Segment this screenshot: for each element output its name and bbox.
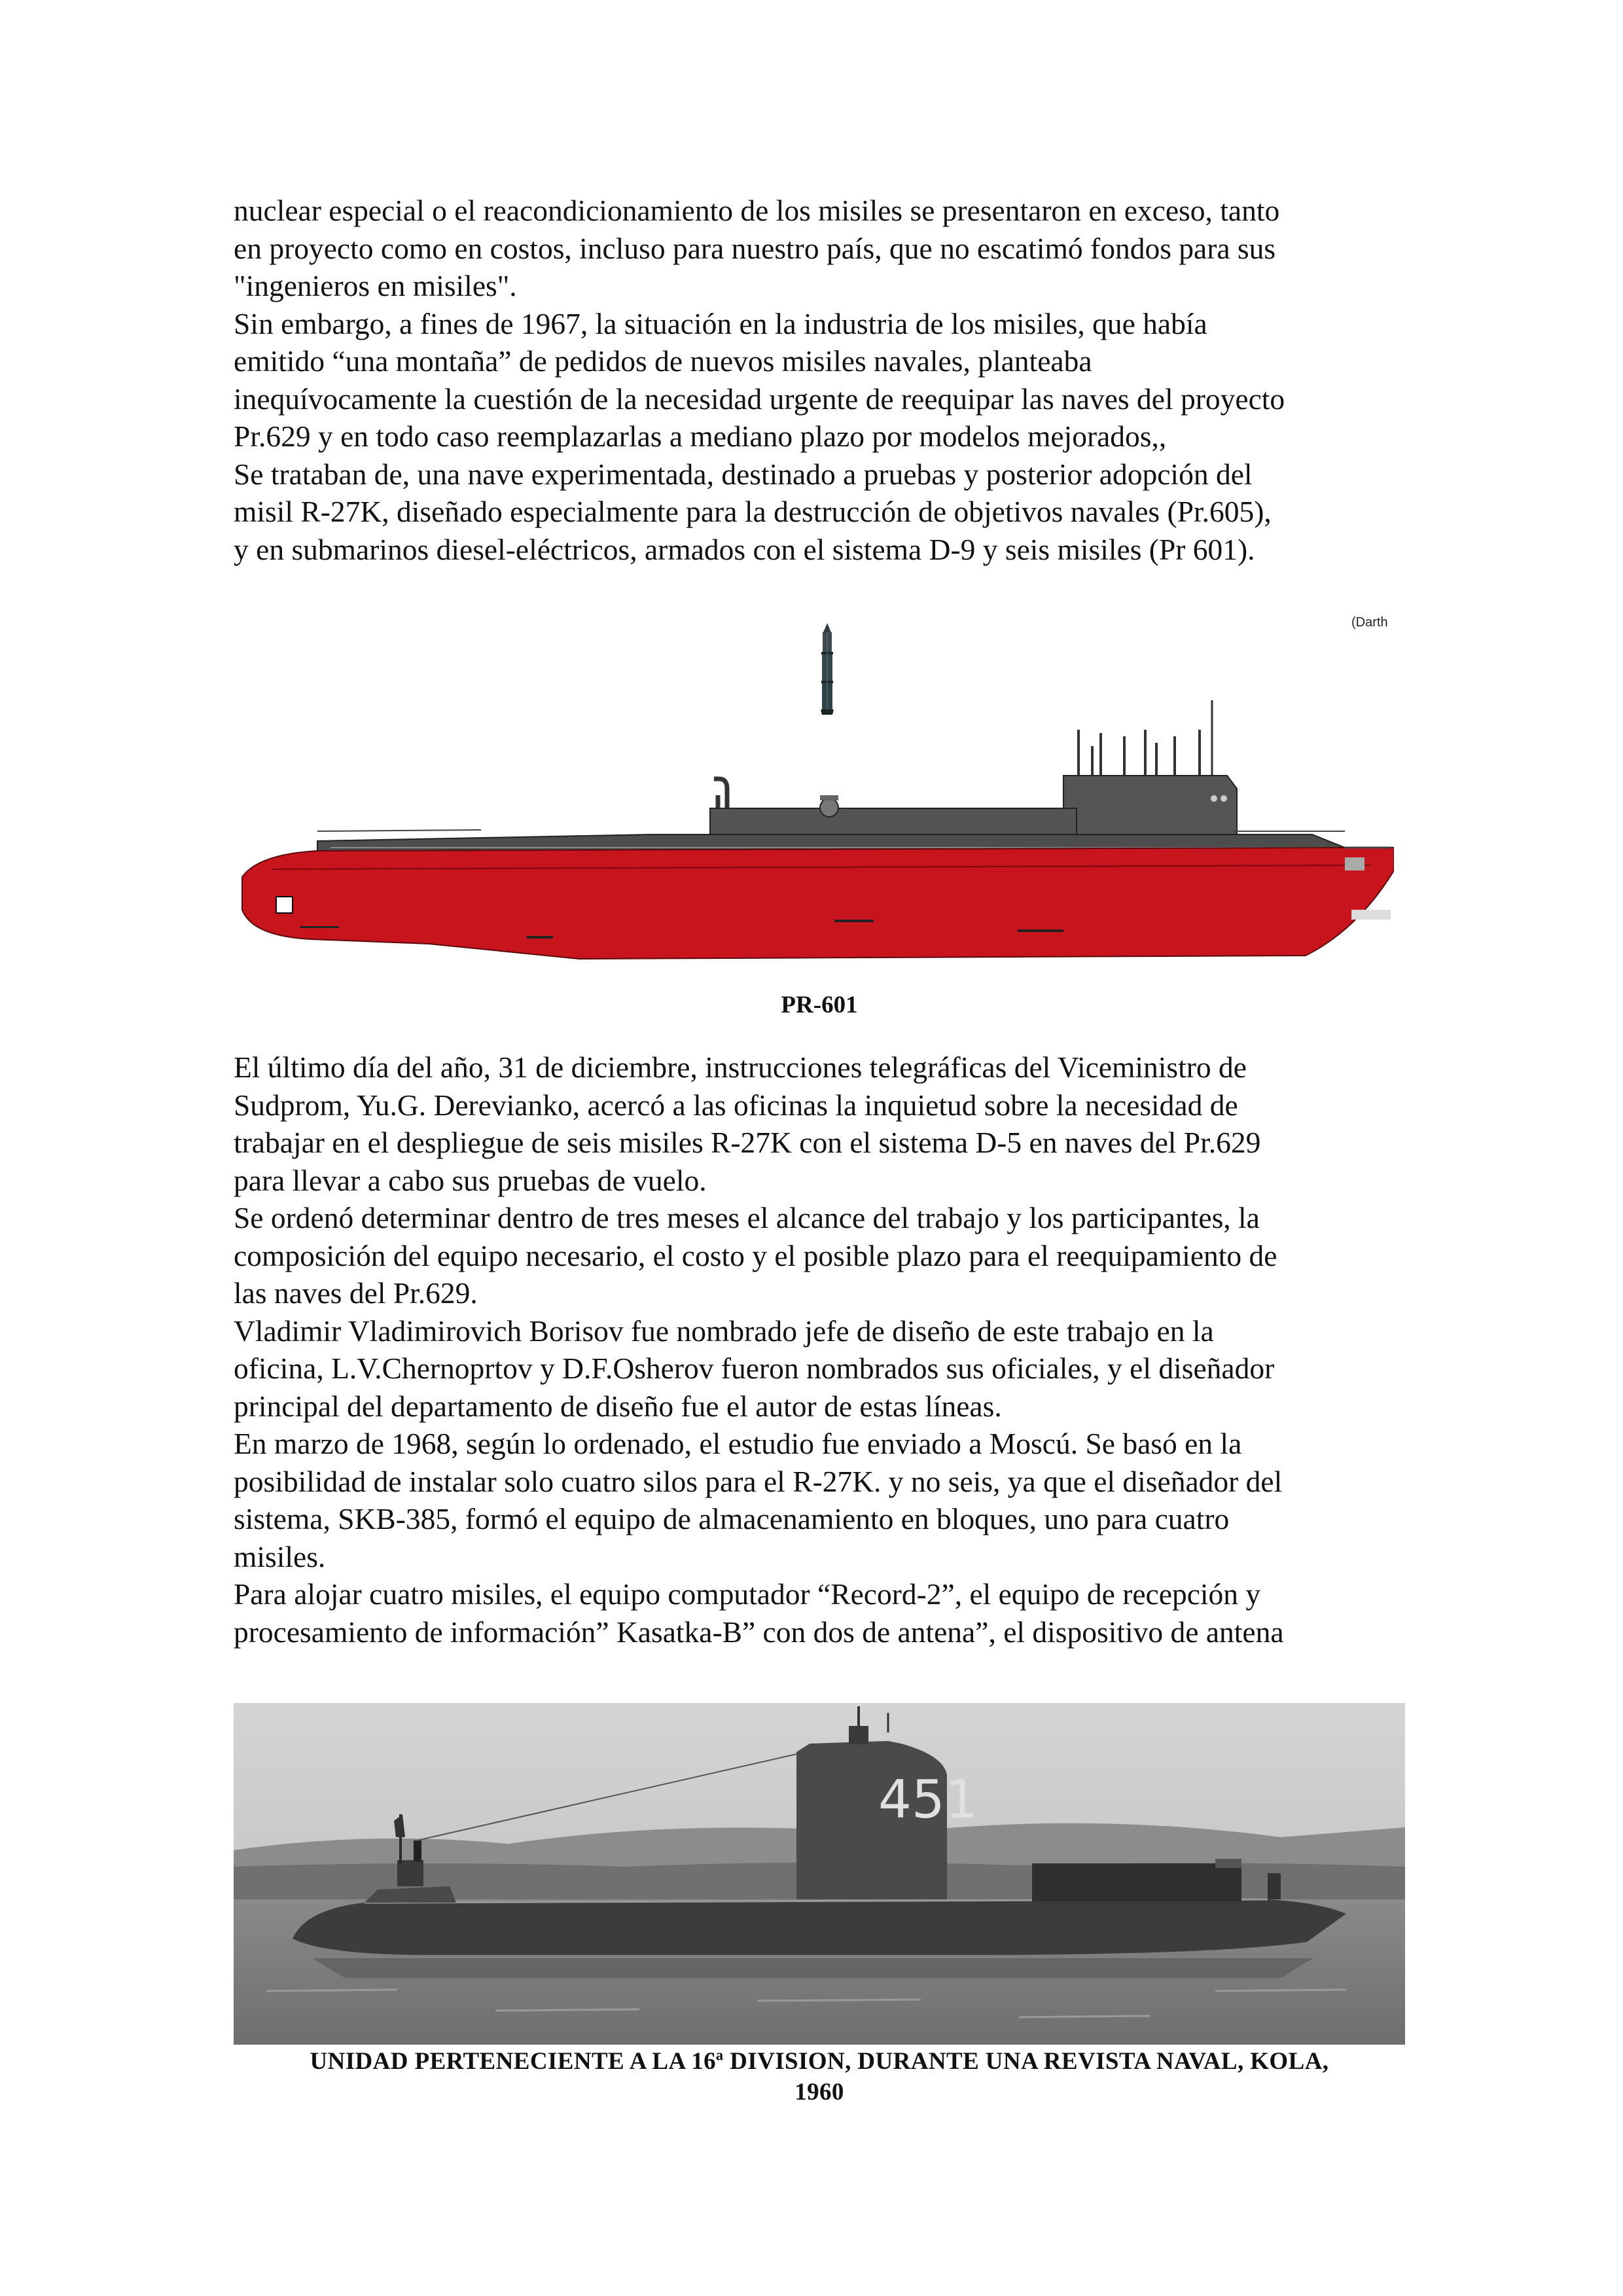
text-line: Se ordenó determinar dentro de tres meses el alcance del trabajo y los participantes, la (234, 1201, 1260, 1234)
text-line: oficina, L.V.Chernoprtov y D.F.Osherov fueron nombrados sus oficiales, y el diseñador (234, 1352, 1275, 1385)
text-block-lower (234, 1049, 1405, 1651)
text-line: principal del departamento de diseño fue el autor de estas líneas. (234, 1389, 1002, 1423)
text-line: para llevar a cabo sus pruebas de vuelo. (234, 1163, 707, 1197)
text-line: El último día del año, 31 de diciembre, instrucciones telegráficas del Viceministro de (234, 1050, 1247, 1084)
text-line: misil R-27K, diseñado especialmente para la destrucción de objetivos navales (Pr.605), (234, 495, 1272, 528)
figure-caption-pr601: PR-601 (781, 992, 858, 1018)
text-line: sistema, SKB-385, formó el equipo de almacenamiento en bloques, uno para cuatro (234, 1502, 1230, 1535)
text-line: procesamiento de información” Kasatka-B” con dos de antena”, el dispositivo de antena (234, 1615, 1284, 1649)
text-line: en proyecto como en costos, incluso para nuestro país, que no escatimó fondos para sus (234, 231, 1276, 265)
text-line: las naves del Pr.629. (234, 1276, 478, 1310)
hull-number: 451 (878, 1769, 978, 1830)
text-line: inequívocamente la cuestión de la necesidad urgente de reequipar las naves del proyecto (234, 382, 1285, 416)
text-line: composición del equipo necesario, el costo y el posible plazo para el reequipamiento de (234, 1238, 1277, 1272)
figure-caption-photo (234, 2046, 1405, 2108)
text-block-upper (234, 192, 1405, 568)
text-line: trabajar en el despliegue de seis misiles R-27K con el sistema D-5 en naves del Pr.629 (234, 1126, 1261, 1159)
text-line: Para alojar cuatro misiles, el equipo computador “Record-2”, el equipo de recepción y (234, 1577, 1261, 1611)
text-line: Sin embargo, a fines de 1967, la situación en la industria de los misiles, que había (234, 306, 1207, 340)
figure-credit: (Darth (1351, 615, 1388, 630)
text-line: y en submarinos diesel-eléctricos, armados con el sistema D-9 y seis misiles (Pr 601). (234, 532, 1255, 566)
text-line: Se trataban de, una nave experimentada, destinado a pruebas y posterior adopción del (234, 457, 1253, 491)
text-line: En marzo de 1968, según lo ordenado, el estudio fue enviado a Moscú. Se basó en la (234, 1427, 1242, 1460)
caption-line: 1960 (794, 2079, 844, 2106)
text-line: emitido “una montaña” de pedidos de nuevos misiles navales, planteaba (234, 344, 1092, 378)
text-line: Sudprom, Yu.G. Derevianko, acercó a las oficinas la inquietud sobre la necesidad de (234, 1088, 1238, 1122)
submarine-profile-drawing (232, 622, 1394, 978)
text-line: "ingenieros en misiles". (234, 269, 517, 302)
text-line: Pr.629 y en todo caso reemplazarlas a mediano plazo por modelos mejorados,, (234, 420, 1167, 453)
text-line: Vladimir Vladimirovich Borisov fue nombrado jefe de diseño de este trabajo en la (234, 1314, 1214, 1348)
submarine-photograph (234, 1703, 1405, 2045)
text-line: nuclear especial o el reacondicionamiento de los misiles se presentaron en exceso, tanto (234, 194, 1280, 227)
caption-line: UNIDAD PERTENECIENTE A LA 16ª DIVISION, DURANTE UNA REVISTA NAVAL, KOLA, (310, 2048, 1329, 2075)
text-line: posibilidad de instalar solo cuatro silos para el R-27K. y no seis, ya que el diseñador del (234, 1464, 1283, 1498)
text-line: misiles. (234, 1539, 326, 1573)
